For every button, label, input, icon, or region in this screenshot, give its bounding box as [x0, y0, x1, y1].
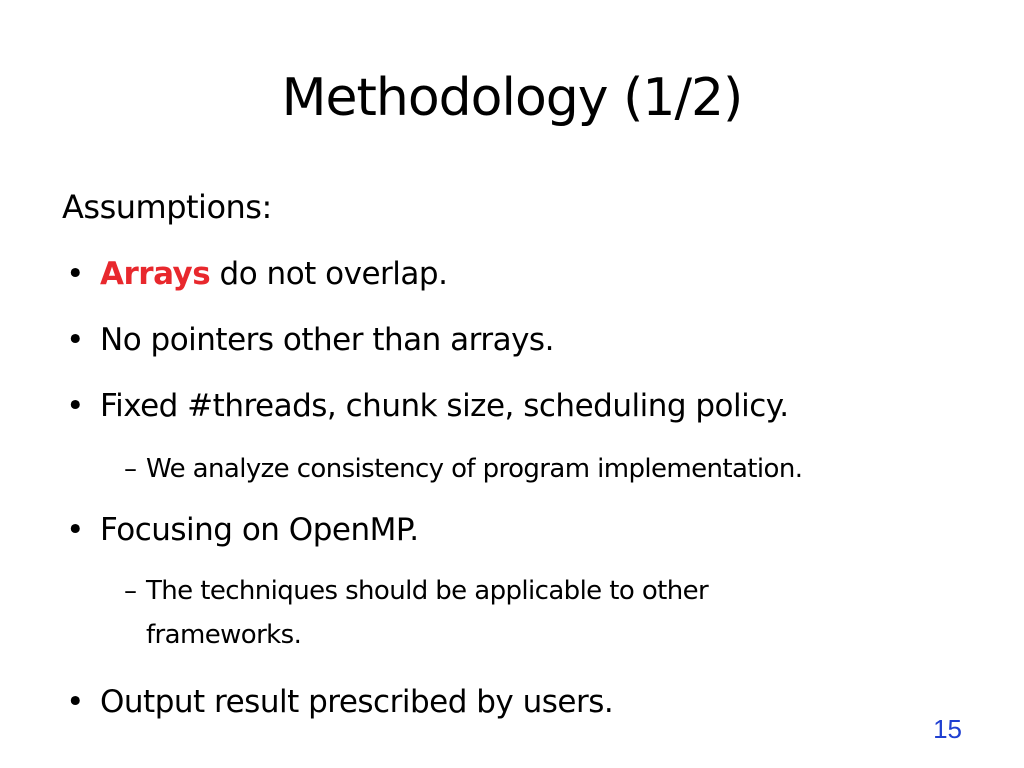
bullet-icon: • — [66, 256, 84, 292]
page-number: 15 — [933, 714, 962, 744]
intro-text: Assumptions: — [62, 188, 272, 226]
bullet-icon: • — [66, 512, 84, 548]
slide-title: Methodology (1/2) — [281, 68, 743, 128]
bullet-text: No pointers other than arrays. — [100, 322, 554, 358]
dash-icon: – — [124, 576, 137, 606]
bullet-icon: • — [66, 684, 84, 720]
emphasis-text: Arrays — [100, 256, 211, 292]
dash-icon: – — [124, 454, 137, 484]
bullet-text: do not overlap. — [210, 256, 448, 292]
bullet-text: Output result prescribed by users. — [100, 684, 614, 720]
sub-bullet-text: We analyze consistency of program implementation. — [146, 454, 803, 484]
bullet-icon: • — [66, 322, 84, 358]
sub-bullet-text: The techniques should be applicable to other — [146, 576, 709, 606]
sub-bullet-text-continued: frameworks. — [146, 620, 302, 650]
bullet-text: Fixed #threads, chunk size, scheduling policy. — [100, 388, 789, 424]
bullet-icon: • — [66, 388, 84, 424]
bullet-text: Focusing on OpenMP. — [100, 512, 419, 548]
